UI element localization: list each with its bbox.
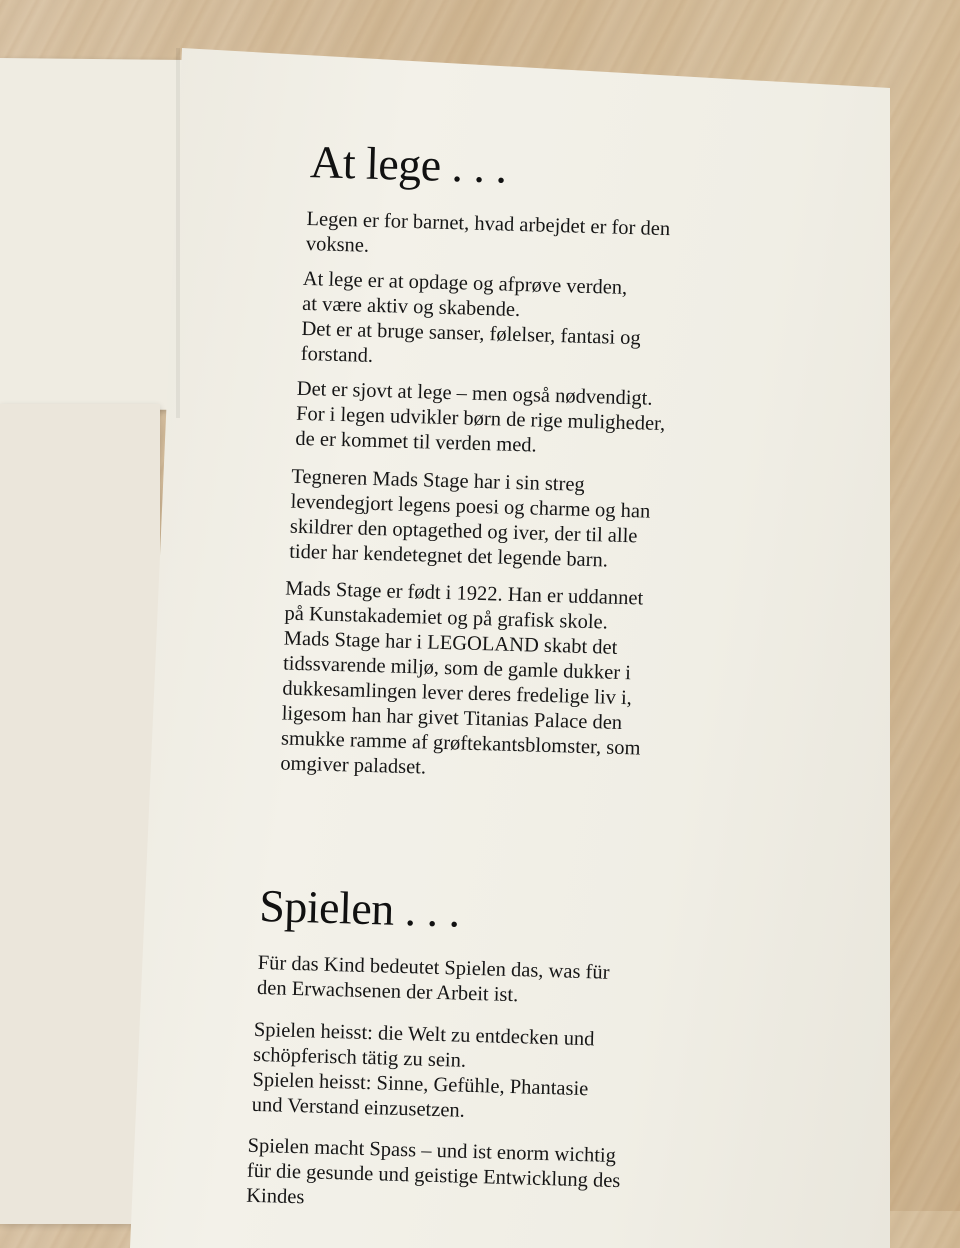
german-paragraph-3: Spielen macht Spass – und ist enorm wichtig für die gesunde und geistige Entwicklung des Kindes: [245, 1134, 621, 1209]
german-paragraph-2: Spielen heisst: die Welt zu entdecken und schöpferisch tätig zu sein. Spielen heisst: Sinne, Gefühle, Phantasie und Verstand einzusetzen.: [251, 1018, 595, 1122]
danish-heading: At lege . . .: [309, 136, 508, 193]
danish-paragraph-4: Tegneren Mads Stage har i sin streg levendegjort legens poesi og charme og han skildrer den optagethed og iver, der til alle tider har kendetegnet det legende barn.: [288, 465, 651, 572]
german-paragraph-1: Für das Kind bedeutet Spielen das, was für den Erwachsenen der Arbeit ist.: [256, 951, 610, 1007]
danish-paragraph-3: Det er sjovt at lege – men også nødvendigt. For i legen udvikler børn de rige muligheder, de er kommet til verden med.: [295, 377, 666, 457]
danish-paragraph-1: Legen er for barnet, hvad arbejdet er for den voksne.: [305, 208, 671, 257]
danish-paragraph-5: Mads Stage er født i 1922. Han er uddannet på Kunstakademiet og på grafisk skole. Mads Stage har i LEGOLAND skabt det tidssvarende miljø, som de gamle dukker i dukkesamlingen lever deres fredelige liv i, ligesom han har givet Titanias Palace den smukke ramme af grøftekantsblomster, som omgiver paladset.: [280, 577, 644, 779]
danish-paragraph-2: At lege er at opdage og afprøve verden, at være aktiv og skabende. Det er at bruge sanser, følelser, fantasi og forstand.: [300, 267, 642, 367]
german-heading: Spielen . . .: [258, 879, 461, 937]
